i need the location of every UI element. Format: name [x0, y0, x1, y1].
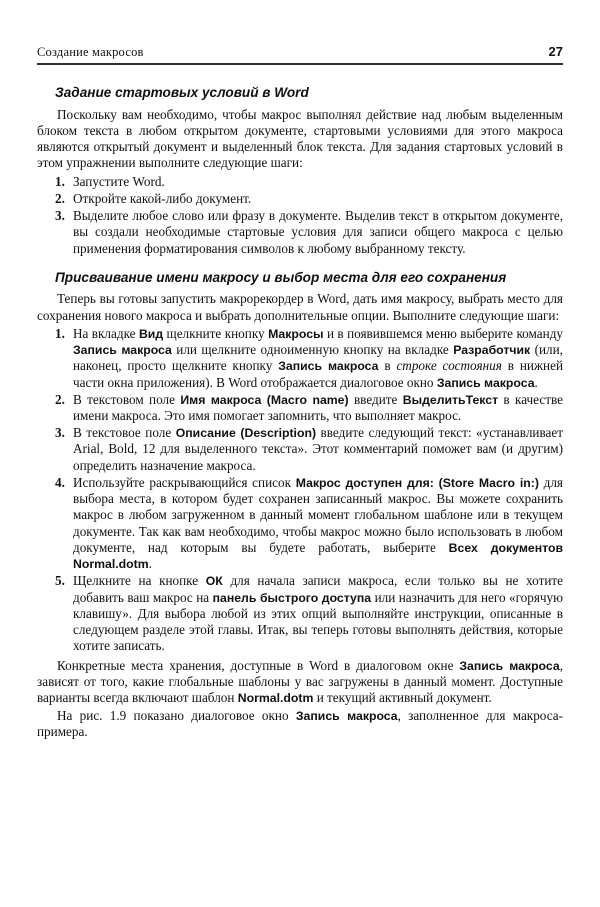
section-heading [55, 270, 563, 286]
text-run: . [534, 374, 538, 390]
text-run: В текстовом поле [73, 391, 181, 407]
paragraph [37, 658, 563, 707]
page-content [37, 85, 563, 741]
text-run: На рис. 1.9 показано диалоговое окно [57, 708, 296, 724]
list-item-text [73, 326, 563, 390]
paragraph [37, 107, 563, 172]
list-item-text [73, 573, 563, 653]
text-run: и текущий активный документ. [313, 689, 492, 705]
list-item-text [73, 425, 563, 472]
paragraph [37, 291, 563, 323]
list-item-number: 4. [55, 474, 65, 490]
list-item [55, 425, 563, 474]
list-item-number: 1. [55, 173, 65, 189]
section-heading [55, 85, 563, 101]
list-item-text [73, 392, 563, 423]
text-run: Щелкните на кнопке [73, 573, 206, 589]
text-run: ВыделитьТекст [402, 392, 499, 407]
list-item [55, 573, 563, 654]
text-run: Выделите любое слово или фразу в документе. Выделив текст в открытом документе, вы создали необходимые стартовые условия для записи общего макроса с целью применения форматирования символов к любому выбранному тексту. [73, 208, 563, 256]
text-run: Всех документов Normal.dotm [73, 540, 564, 572]
text-run: Имя макроса (Macro name) [180, 392, 349, 407]
list-item [55, 208, 563, 257]
list-item-number: 3. [55, 425, 65, 441]
text-run: в нижней части окна приложения). В Word отображается диалоговое окно [73, 358, 564, 390]
text-run: Конкретные места хранения, доступные в Word в диалоговом окне [57, 657, 460, 673]
text-run: щелкните кнопку [163, 325, 269, 341]
page-header [37, 44, 563, 65]
text-run: Запись макроса [295, 709, 398, 724]
list-item-number: 2. [55, 391, 65, 407]
list-item-number: 3. [55, 208, 65, 224]
text-run: Теперь вы готовы запустить макрорекордер в Word, дать имя макросу, выбрать место для сохранения нового макроса и выбрать дополнительные опции. Выполните следующие шаги: [37, 291, 563, 323]
text-run: Разработчик [453, 343, 531, 358]
numbered-list [55, 174, 563, 257]
page-number: 27 [548, 44, 563, 59]
list-item [55, 326, 563, 391]
text-run: Задание стартовых условий в Word [55, 85, 309, 100]
text-run: Поскольку вам необходимо, чтобы макрос выполнял действие над любым выделенным блоком текста в любом открытом документе, стартовыми условиями для этого макроса являются открытый документ и выделенный блок текста. Для задания стартовых условий в этом упражнении выполните следующие шаги: [37, 106, 563, 171]
text-run: Описание (Description) [175, 426, 317, 441]
text-run: строке состояния [396, 358, 502, 374]
list-item [55, 191, 563, 207]
text-run: для начала записи макроса, если только вы не хотите добавить ваш макрос на [73, 573, 563, 605]
list-item [55, 475, 563, 572]
list-item-text [73, 174, 165, 189]
text-run: в качестве имени макроса. Это имя помогает запомнить, что выполняет макрос. [73, 391, 563, 423]
text-run: ОК [205, 574, 223, 589]
list-item-number: 5. [55, 573, 65, 589]
text-run: в [378, 358, 397, 374]
paragraph [37, 708, 563, 740]
text-run: Запись макроса [459, 658, 560, 673]
text-run: Запись макроса [73, 343, 172, 358]
list-item-text [73, 208, 563, 255]
text-run: Используйте раскрывающийся список [73, 474, 296, 490]
text-run: введите следующий текст: «устанавливает Arial, Bold, 12 для выделенного текста». Этот комментарий поможет вам (и другим) определить назначение макроса. [73, 425, 563, 473]
text-run: , заполненное для макроса-примера. [37, 708, 563, 740]
text-run: или назначить для него «горячую клавишу». Для выбора любой из этих опций выполняйте инструкции, описанные в следующем разделе этой главы. Итак, вы теперь готовы выполнять действия, которые хотите записать. [73, 589, 563, 654]
text-run: Макросы [268, 326, 324, 341]
text-run: В текстовое поле [73, 425, 176, 441]
numbered-list [55, 326, 563, 655]
text-run: введите [348, 391, 403, 407]
text-run: Вид [138, 326, 164, 341]
text-run: . [148, 556, 152, 572]
running-header: Создание макросов [37, 45, 144, 59]
text-run: Normal.dotm [237, 690, 314, 705]
text-run: Макрос доступен для: (Store Macro in:) [295, 475, 539, 490]
list-item [55, 174, 563, 190]
text-run: для выбора места, в котором будет сохранен записанный макрос. Вы можете сохранить макрос в любом загруженном в данный момент глобальном шаблоне или в текущем документе. Так как вам необходимо, чтобы макрос можно было использовать в любом документе, над которым вы будете работать, выберите [73, 474, 563, 555]
list-item-number: 1. [55, 325, 65, 341]
text-run: Откройте какой-либо документ. [73, 190, 252, 206]
text-run: , зависят от того, какие глобальные шаблоны у вас загружены в данный момент. Доступные варианты всегда включают шаблон [37, 657, 563, 705]
list-item-number: 2. [55, 190, 65, 206]
list-item-text [73, 475, 563, 571]
text-run: На вкладке [73, 325, 139, 341]
text-run: Запустите Word. [73, 173, 165, 189]
text-run: Присваивание имени макросу и выбор места для его сохранения [55, 269, 507, 285]
text-run: (или, наконец, просто щелкните кнопку [73, 342, 563, 374]
list-item-text [73, 191, 251, 206]
text-run: или щелкните одноименную кнопку на вкладке [171, 342, 454, 358]
list-item [55, 392, 563, 424]
text-run: Запись макроса [278, 359, 379, 374]
text-run: и в появившемся меню выберите команду [323, 325, 563, 341]
text-run: панель быстрого доступа [212, 590, 372, 605]
text-run: Запись макроса [436, 375, 535, 390]
